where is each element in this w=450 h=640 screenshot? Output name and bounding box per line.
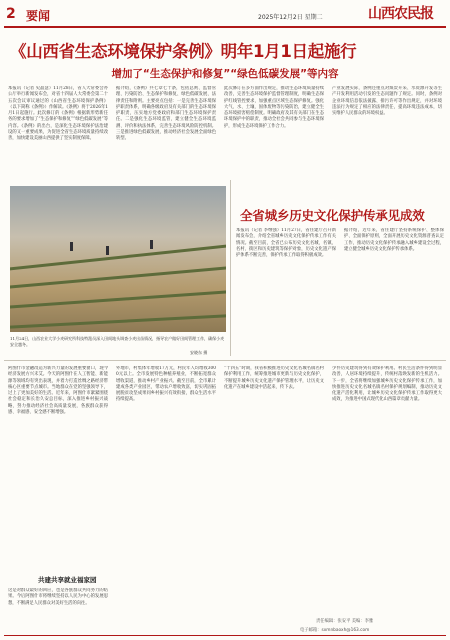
column-divider: [230, 180, 231, 356]
section-divider: [4, 360, 446, 361]
culture-body-col1: 本报讯（记者 李继强）11月27日，省住建厅召开新闻发布会，介绍全省城乡历史文化保护传承工作有关情况。截至目前，全省已公布历史文化名城、名镇、名村、街区和历史建筑等保护对象，历史文化遗产保护体系不断完善，保护传承工作取得积极成效。: [236, 228, 336, 259]
left-column-body: 阿图什市金融改造为新兴力量的发展重要窗口，现今经济发展方兴未艾。今天的阿图什在人工智能、新能源等领域均有突出表现，并着力打造丝绸之路经济带核心区重要节点城市。当地群众在党的坚强领导下，过上了更加美好的生活。近年来，阿图什市紧紧围绕社会稳定和长治久安总目标，深入推进乡村振兴战略，努力推动经济社会高质量发展，各族群众获得感、幸福感、安全感不断增强。: [8, 366, 108, 416]
lead-body-col3: 此次修订在多方面作出规定，推动生态环境质量持续改善，完善生态环境保护监督管理制度，明确生态保护红线管控要求，加强重点区域生态保护修复。强化大气、水、土壤、固体废物等污染防治，建立健全生态环境损害赔偿制度。明确政府及其有关部门在生态环境保护中的职责，推动全社会共同参与生态环境保护，形成生态环境保护工作合力。: [224, 86, 324, 129]
culture-headline: 全省城乡历史文化保护传承见成效: [240, 208, 425, 223]
person-figure: [150, 240, 153, 249]
lead-body-col1: 本报讯（记者 史晶慧）11月28日，省人大常委会办公厅举行新闻发布会，对省十四届人大常委会第二十五次会议审议通过的《山西省生态环境保护条例》（以下简称《条例》）作解读。《条例》将于2026年1月1日起施行。此次修订的《条例》根据新形势新任务的要求增加了“生态保护和修复”“绿色低碳发展”等内容。《条例》的出台，是深化生态环境保护法治建设的又一重要成果，为促进全省生态环境质量持续改善，加快建设美丽山西提供了坚实制度保障。: [8, 86, 108, 142]
middle-column-body: 外地市，村集体年增收17万元，村民年人均增收3000元以上。全市发展特色种植养殖业，不断拓宽群众增收渠道，推动乡村产业振兴。截至目前，全市累计建成各类产业园区，带动农户增收致富，切实巩固拓展脱贫攻坚成果同乡村振兴有效衔接，群众生活水平持续提高。: [116, 366, 216, 403]
lead-headline: 《山西省生态环境保护条例》明年1月1日起施行: [10, 42, 357, 61]
culture-body-col2: 据介绍，近年来，省住建厅坚持系统保护、整体保护、全面保护原则，全面开展历史文化资源普查认定工作，推动历史文化保护传承融入城乡建设全过程，建立健全城乡历史文化保护传承体系。: [344, 228, 444, 252]
lead-body-col4: 产业发展实际，条例还重点对煤炭开采、水资源开发等生产开发利用活动引发的生态问题作了规定。同时，条例对企业环境信息依法披露、排污许可等作出规定，并对环境违法行为规定了相应的法律责任，提高环境违法成本，切实维护人民群众的环境权益。: [332, 86, 442, 117]
photo-caption: 11月24日，山西农业大学小麦研究所科技特派员深入田间地头调查小麦出苗情况，指导农户做好田间管理工作，确保小麦安全越冬。: [10, 336, 225, 347]
culture-body-col3: “十四五”时期，我省积极推进历史文化名城名镇名村保护利用工作，统筹推进城市更新与历史文化保护，不断提升城乡历史文化遗产保护管理水平，让历史文化遗产在城乡建设中活起来、传下去。: [224, 366, 324, 390]
crop-row: [10, 267, 226, 289]
person-figure: [70, 242, 73, 251]
header-rule: [4, 26, 446, 28]
right-column-body: 少件历史建筑得到有效保护利用。村民生活条件得到明显改善，人居环境持续提升，传统村落焕发新的生机活力。下一步，全省将继续加强城乡历史文化保护传承工作，加快推进历史文化名城名镇名村保护规划编制，推动历史文化遗产活化利用，让城乡历史文化保护传承工作取得更大成效，为推进中国式现代化山西篇章贡献力量。: [332, 366, 442, 403]
masthead-logo: 山西农民报: [368, 6, 433, 22]
footer-email: 电子邮箱：sxmnbaoxh@163.com: [300, 628, 370, 633]
crop-row: [10, 290, 226, 308]
date-line: 2025年12月2日 星期二: [258, 14, 323, 21]
photo-credit: 安晓东 摄: [190, 350, 208, 355]
person-figure: [106, 246, 109, 255]
left-column-body-2: 这是对群众最好的回应，也是各族群众共同努力的结果。今后阿图什市将继续坚持以人民为中心的发展思想，不断满足人民群众对美好生活的向往。: [8, 588, 108, 606]
wheat-field-photo: [10, 186, 226, 332]
lead-body-col2: 据介绍，《条例》共七章七十条，包括总则、监督管理、污染防治、生态保护和修复、绿色低碳发展、法律责任和附则。主要亮点包括：一是完善生态环境保护职责体系，明确各级政府及有关部门的生态环境保护职责，压实地方党委政府和部门生态环境保护责任。二是强化生态环境监管，建立健全生态环境监测、评价和执法体系，完善生态环境风险防控机制。三是推进绿色低碳发展，推动经济社会发展全面绿色转型。: [116, 86, 216, 142]
page-number: 2: [6, 6, 16, 22]
footer-editor: 责任编辑：张安平 美编：李雅: [316, 619, 374, 624]
crop-row: [10, 245, 226, 271]
lead-subheadline: 增加了“生态保护和修复”“绿色低碳发展”等内容: [111, 68, 339, 80]
footer-rule: [4, 635, 446, 636]
crop-row: [10, 314, 226, 328]
section-title: 要闻: [26, 9, 51, 23]
left-column-subheading: 共建共享就业福家园: [38, 576, 97, 584]
